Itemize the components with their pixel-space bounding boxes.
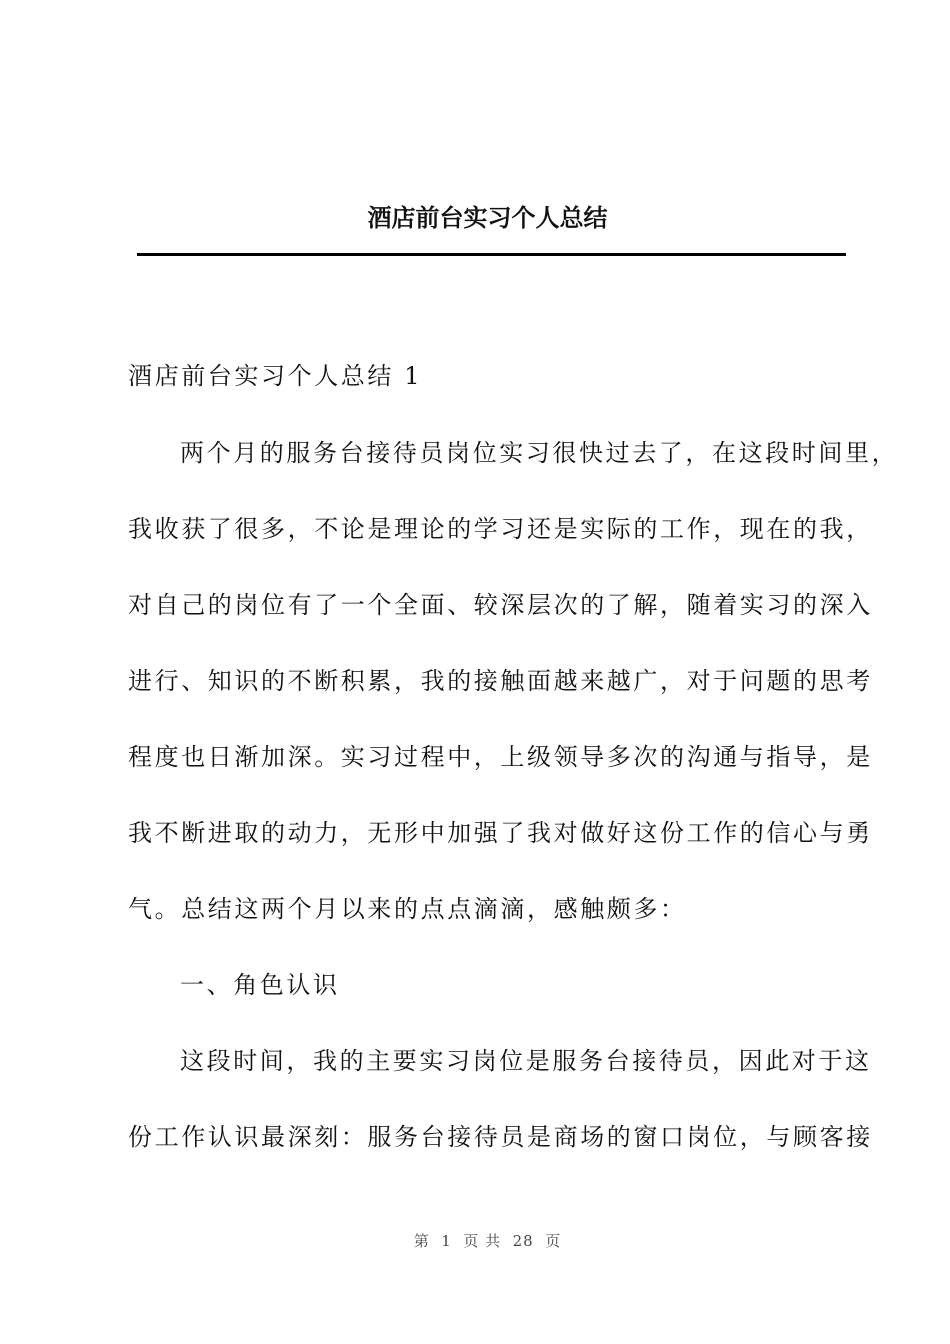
- page-number-footer: 第 1 页 共 28 页: [413, 1232, 562, 1250]
- paragraph-line: 两个月的服务台接待员岗位实习很快过去了，在这段时间里，: [180, 439, 899, 467]
- paragraph-line: 程度也日渐加深。实习过程中，上级领导多次的沟通与指导，是: [128, 743, 873, 771]
- paragraph-line: 对自己的岗位有了一个全面、较深层次的了解，随着实习的深入: [128, 591, 873, 619]
- paragraph-line: 我收获了很多，不论是理论的学习还是实际的工作，现在的我，: [128, 515, 873, 543]
- paragraph-line: 进行、知识的不断积累，我的接触面越来越广，对于问题的思考: [128, 667, 873, 695]
- section-heading: 酒店前台实习个人总结 1: [128, 362, 423, 390]
- paragraph-line: 我不断进取的动力，无形中加强了我对做好这份工作的信心与勇: [128, 819, 873, 847]
- document-title: 酒店前台实习个人总结: [367, 203, 608, 232]
- title-underline: [137, 253, 846, 256]
- paragraph-line: 这段时间，我的主要实习岗位是服务台接待员，因此对于这: [180, 1047, 872, 1075]
- paragraph-line: 份工作认识最深刻：服务台接待员是商场的窗口岗位，与顾客接: [128, 1123, 873, 1151]
- paragraph-line: 气。总结这两个月以来的点点滴滴，感触颇多：: [128, 895, 687, 923]
- subheading-role: 一、角色认识: [180, 971, 340, 999]
